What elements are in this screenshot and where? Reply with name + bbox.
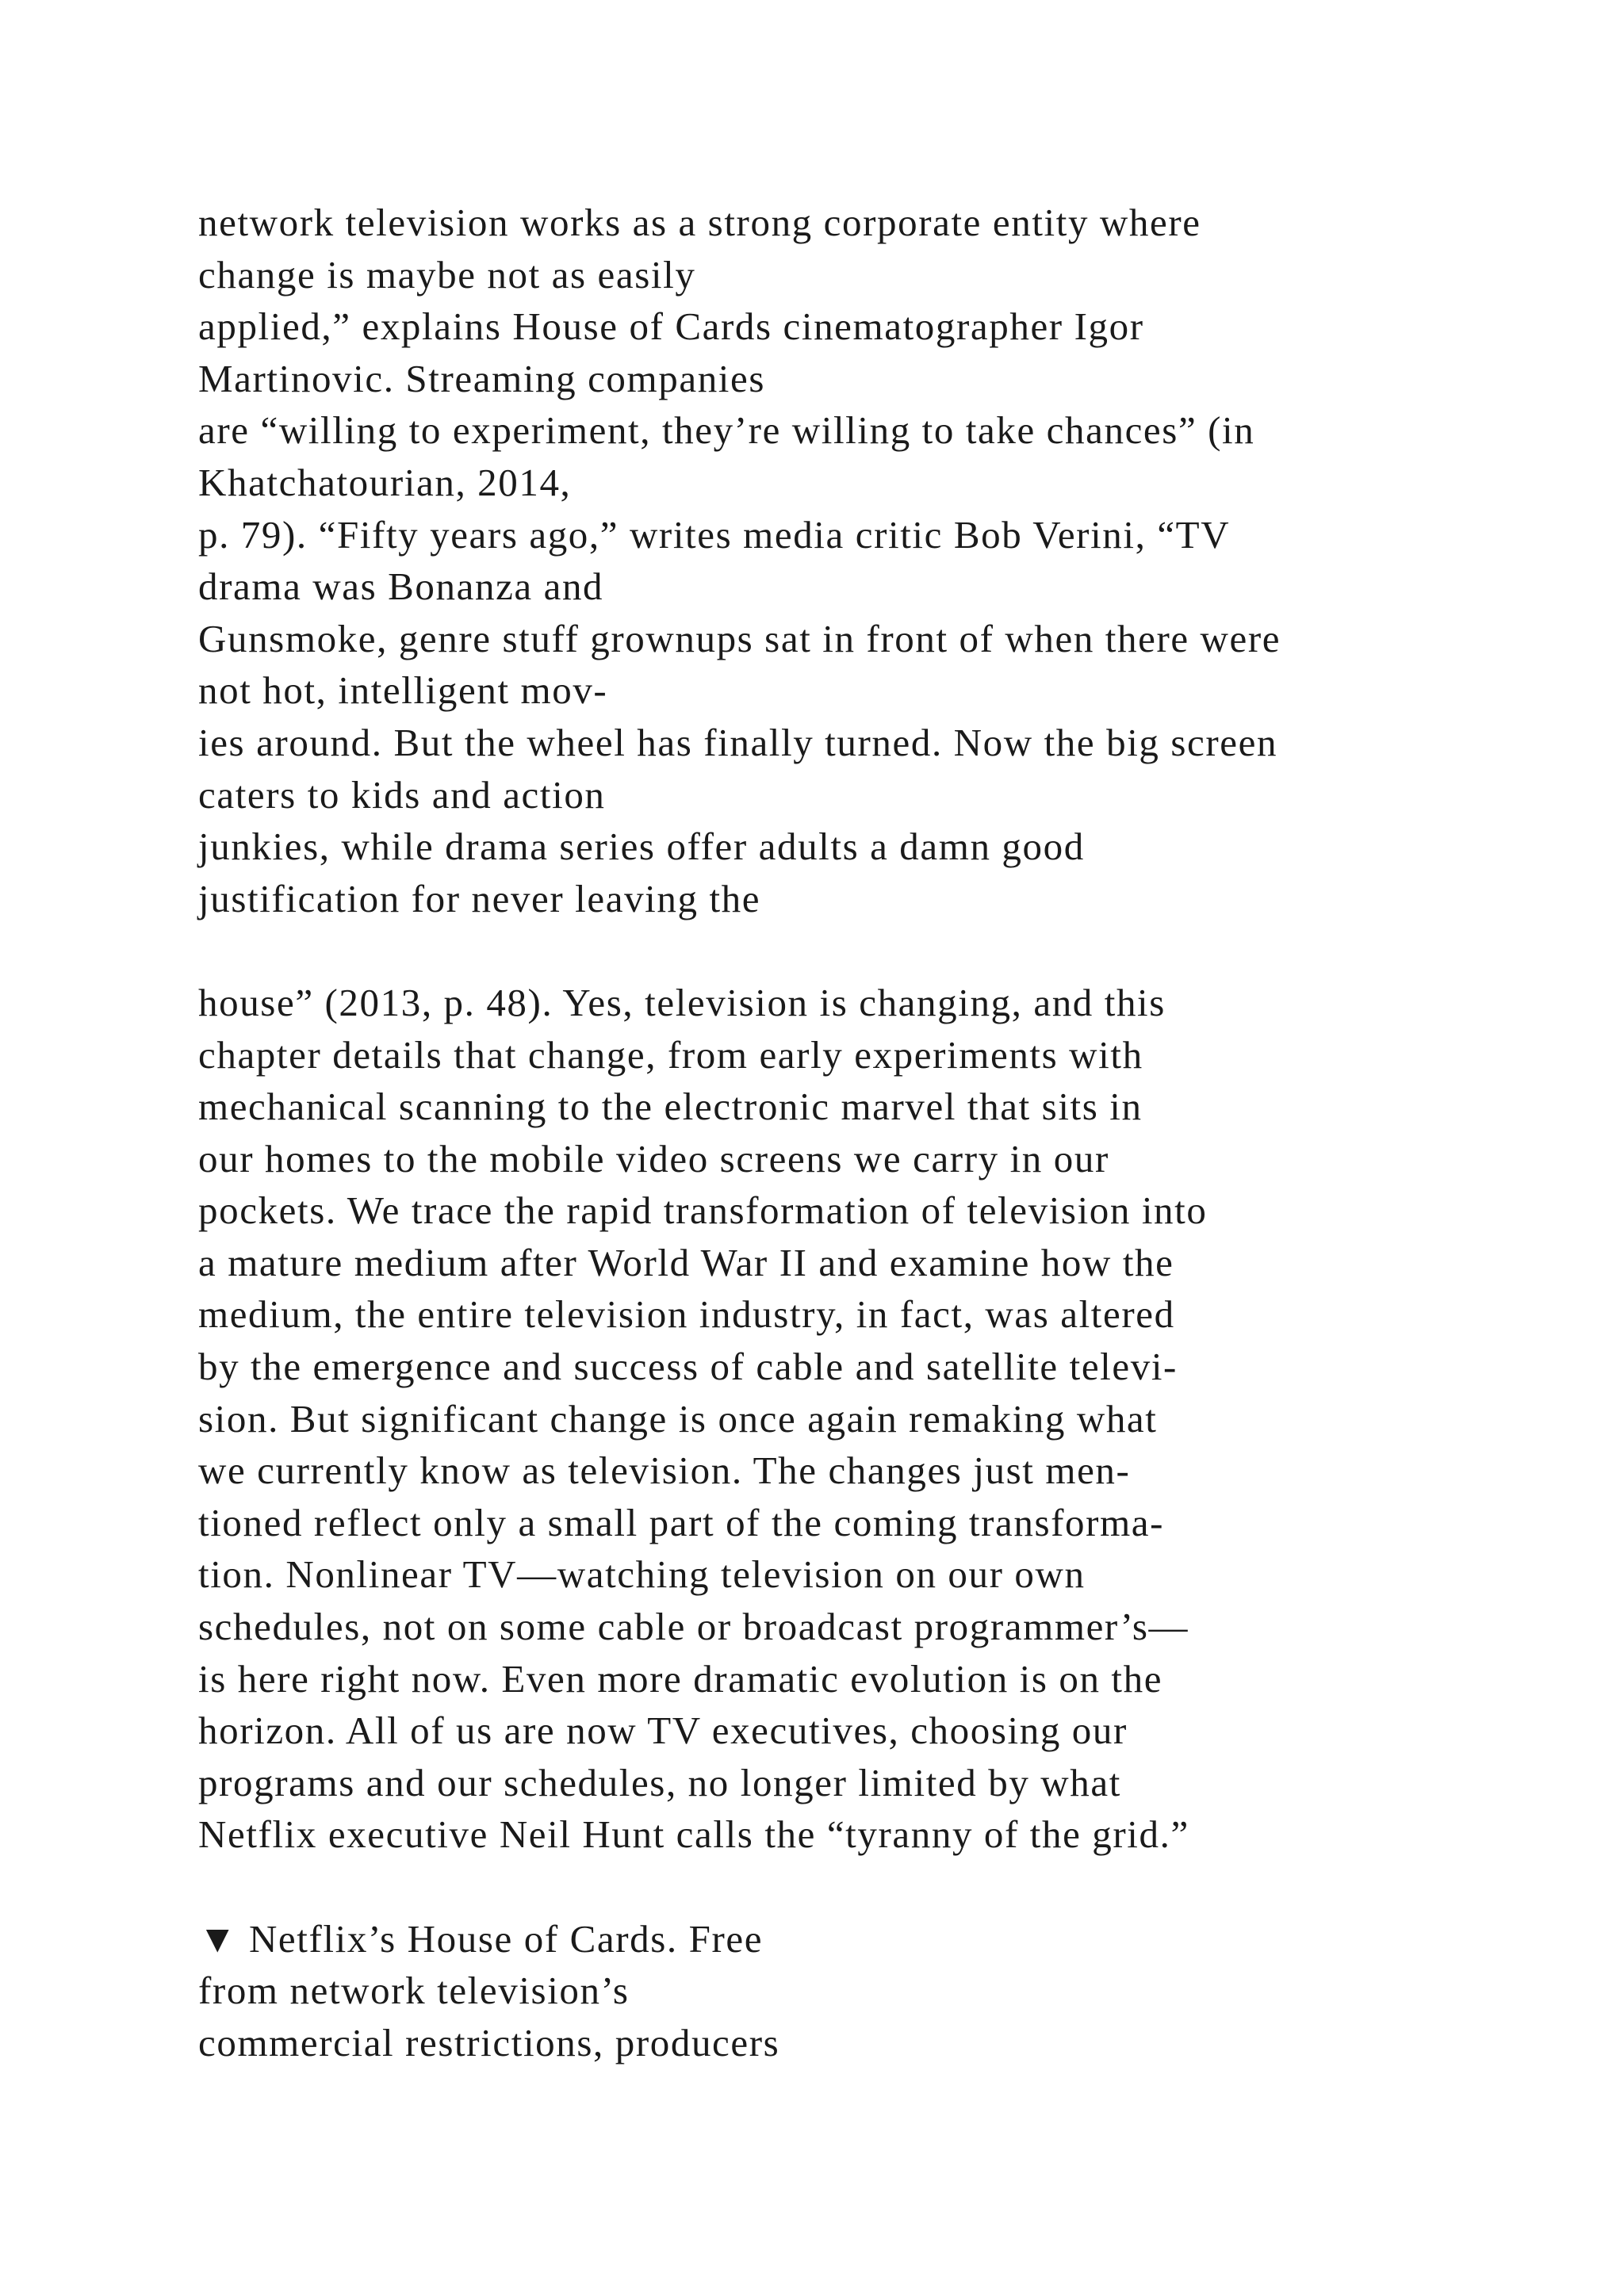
- text-line: Martinovic. Streaming companies: [198, 356, 766, 400]
- caption-line: ▼ Netflix’s House of Cards. Free: [198, 1916, 764, 1961]
- text-line: programs and our schedules, no longer limited by what: [198, 1760, 1121, 1804]
- text-line: house” (2013, p. 48). Yes, television is changing, and this: [198, 980, 1166, 1024]
- text-line: p. 79). “Fifty years ago,” writes media critic Bob Verini, “TV: [198, 512, 1231, 557]
- text-line: junkies, while drama series offer adults a damn good: [198, 825, 1085, 869]
- text-line: justification for never leaving the: [198, 876, 761, 920]
- paragraph-1: [198, 197, 1610, 924]
- text-line: we currently know as television. The changes just men-: [198, 1448, 1131, 1493]
- text-line: drama was Bonanza and: [198, 564, 604, 609]
- text-line: tion. Nonlinear TV—watching television on our own: [198, 1552, 1086, 1597]
- text-line: by the emergence and success of cable and satellite televi-: [198, 1345, 1178, 1389]
- text-line: not hot, intelligent mov-: [198, 668, 608, 713]
- text-line: medium, the entire television industry, in fact, was altered: [198, 1292, 1175, 1337]
- text-line: tioned reflect only a small part of the coming transforma-: [198, 1500, 1165, 1544]
- text-line: ies around. But the wheel has finally turned. Now the big screen: [198, 720, 1278, 764]
- text-line: is here right now. Even more dramatic evolution is on the: [198, 1656, 1163, 1701]
- paragraph-spacer: [198, 1861, 1610, 1913]
- text-line: horizon. All of us are now TV executives, choosing our: [198, 1709, 1128, 1753]
- paragraph-2: [198, 977, 1610, 1861]
- text-line: pockets. We trace the rapid transformation of television into: [198, 1188, 1208, 1233]
- text-line: Netflix executive Neil Hunt calls the “tyranny of the grid.”: [198, 1812, 1189, 1857]
- text-line: schedules, not on some cable or broadcast programmer’s—: [198, 1605, 1189, 1649]
- text-line: Gunsmoke, genre stuff grownups sat in front of when there were: [198, 616, 1281, 660]
- text-line: applied,” explains House of Cards cinematographer Igor: [198, 304, 1144, 349]
- text-line: chapter details that change, from early experiments with: [198, 1032, 1143, 1077]
- caption-line: from network television’s: [198, 1969, 630, 2013]
- document-page: [198, 197, 1610, 2068]
- text-line: a mature medium after World War II and examine how the: [198, 1240, 1174, 1284]
- text-line: sion. But significant change is once again remaking what: [198, 1396, 1158, 1441]
- paragraph-spacer: [198, 924, 1610, 977]
- text-line: our homes to the mobile video screens we carry in our: [198, 1136, 1109, 1181]
- text-line: caters to kids and action: [198, 772, 606, 817]
- text-line: mechanical scanning to the electronic marvel that sits in: [198, 1085, 1143, 1129]
- text-line: Khatchatourian, 2014,: [198, 460, 572, 504]
- caption-line: commercial restrictions, producers: [198, 2020, 780, 2064]
- text-line: network television works as a strong corporate entity where: [198, 201, 1201, 244]
- caption-paragraph: [198, 1913, 1610, 2069]
- text-line: are “willing to experiment, they’re willing to take chances” (in: [198, 408, 1255, 453]
- text-line: change is maybe not as easily: [198, 252, 696, 297]
